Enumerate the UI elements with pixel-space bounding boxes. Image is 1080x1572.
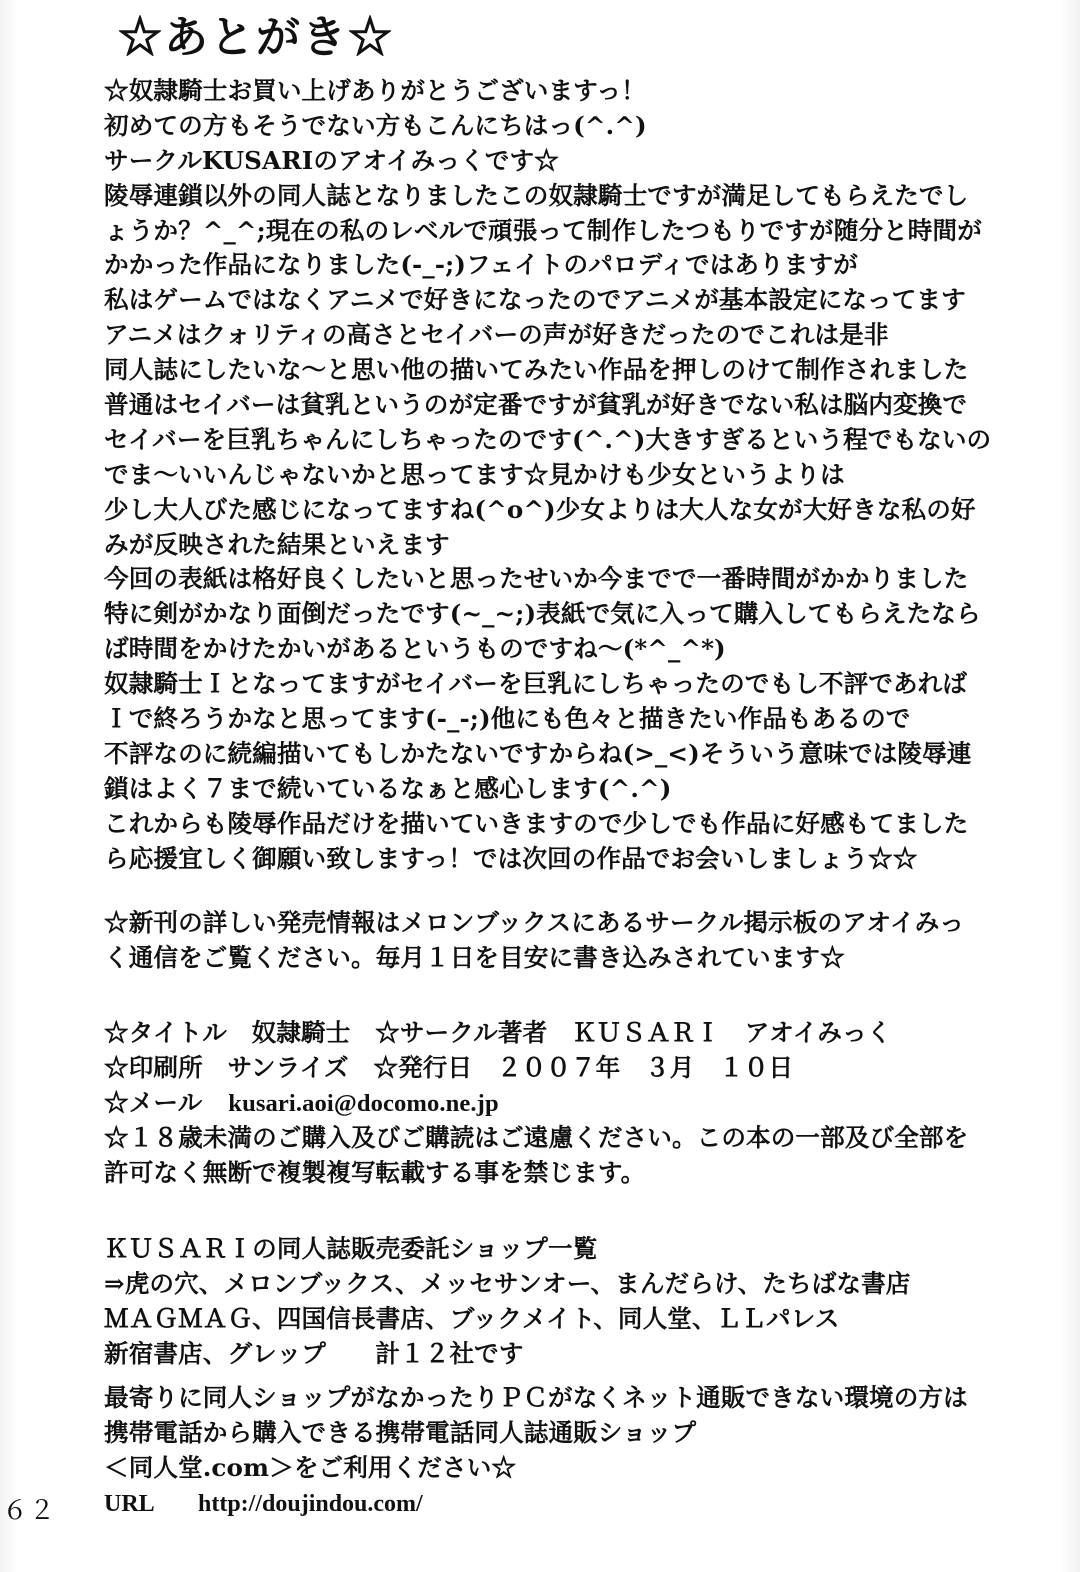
- mail-address: kusari.aoi@docomo.ne.jp: [228, 1090, 499, 1117]
- shop-list-line: 新宿書店、グレップ 計１２社です: [104, 1339, 524, 1368]
- text-line: 不評なのに続編描いてもしかたないですからね(>_<)そういう意味では陵辱連: [104, 738, 972, 768]
- age-notice-line: ☆１８歳未満のご購入及びご購読はご遠慮ください。この本の一部及び全部を: [104, 1123, 969, 1152]
- colophon: [104, 1015, 1034, 1190]
- url-link[interactable]: http://doujindou.com/: [198, 1490, 423, 1517]
- url-line: [104, 1486, 1034, 1522]
- mobile-shop-info: [104, 1381, 1034, 1522]
- colophon-print-line: ☆印刷所 サンライズ ☆発行日 ２００７年 ３月 １０日: [104, 1053, 794, 1082]
- text-line: セイバーを巨乳ちゃんにしちゃったのです(^.^)大きすぎるという程でもないの: [104, 424, 992, 454]
- text-line: 今回の表紙は格好良くしたいと思ったせいか今までで一番時間がかかりました: [104, 564, 969, 594]
- text-line: でま～いいんじゃないかと思ってます☆見かけも少女というよりは: [104, 459, 845, 489]
- url-label: URL: [104, 1490, 155, 1517]
- text-line: サークルKUSARIのアオイみっくです☆: [104, 145, 559, 175]
- shop-list-heading: ＫＵＳＡＲＩの同人誌販売委託ショップ一覧: [104, 1234, 598, 1263]
- colophon-title-line: ☆タイトル 奴隷騎士 ☆サークル著者 ＫＵＳＡＲＩ アオイみっく: [104, 1018, 892, 1047]
- text-line: く通信をご覧ください。毎月１日を目安に書き込みされています☆: [104, 942, 845, 972]
- text-line: ☆新刊の詳しい発売情報はメロンブックスにあるサークル掲示板のアオイみっ: [104, 908, 965, 937]
- text-line: 特に剣がかなり面倒だったです(~_~;)表紙で気に入って購入してもらえたなら: [104, 599, 981, 629]
- page-number: ６２: [2, 1496, 57, 1525]
- text-line: 普通はセイバーは貧乳というのが定番ですが貧乳が好きでない私は脳内変換で: [104, 390, 968, 420]
- text-line: アニメはクォリティの高さとセイバーの声が好きだったのでこれは是非: [104, 320, 889, 350]
- text-line: 少し大人びた感じになってますね(^o^)少女よりは大人な女が大好きな私の好: [104, 494, 976, 524]
- news-notice: [104, 906, 1034, 976]
- text-line: ＜同人堂.com＞をご利用ください☆: [104, 1452, 517, 1482]
- text-line: 同人誌にしたいな～と思い他の描いてみたい作品を押しのけて制作されました: [104, 355, 969, 385]
- text-line: 奴隷騎士Ｉとなってますがセイバーを巨乳にしちゃったのでもし不評であれば: [104, 669, 968, 699]
- copyright-notice-line: 許可なく無断で複製複写転載する事を禁じます。: [104, 1158, 646, 1187]
- text-line: これからも陵辱作品だけを描いていきますので少しでも作品に好感もてました: [104, 808, 969, 838]
- text-line: ら応援宜しく御願い致しますっ！では次回の作品でお会いしましょう☆☆: [104, 843, 918, 873]
- text-line: 陵辱連鎖以外の同人誌となりましたこの奴隷騎士ですが満足してもらえたでし: [104, 180, 969, 210]
- colophon-mail-line: [104, 1085, 1034, 1120]
- shop-list: [104, 1231, 1034, 1371]
- text-line: 最寄りに同人ショップがなかったりＰＣがなくネット通販できない環境の方は: [104, 1383, 968, 1412]
- text-line: ば時間をかけたかいがあるというものですね～(*^_^*): [104, 634, 726, 664]
- shop-list-line: ＭＡＧＭＡＧ、四国信長書店、ブックメイト、同人堂、ＬＬパレス: [104, 1304, 840, 1333]
- text-line: みが反映された結果といえます: [104, 529, 450, 559]
- mail-label: ☆メール: [104, 1088, 203, 1117]
- afterword-text: [104, 74, 1034, 876]
- text-line: かかった作品になりました(-_-;)フェイトのパロディではありますが: [104, 250, 858, 280]
- text-line: Ｉで終ろうかなと思ってます(-_-;)他にも色々と描きたい作品もあるので: [104, 704, 911, 734]
- text-line: 私はゲームではなくアニメで好きになったのでアニメが基本設定になってます: [104, 285, 966, 315]
- shop-list-line: ⇒虎の穴、メロンブックス、メッセサンオー、まんだらけ、たちばな書店: [104, 1269, 911, 1298]
- text-line: ☆奴隷騎士お買い上げありがとうございますっ！: [104, 76, 646, 105]
- text-line: 鎖はよく７まで続いているなぁと感心します(^.^): [104, 773, 672, 803]
- text-line: 携帯電話から購入できる携帯電話同人誌通販ショップ: [104, 1417, 697, 1447]
- text-line: ょうか？^_^;現在の私のレベルで頑張って制作したつもりですが随分と時間が: [104, 215, 982, 245]
- page-title: ☆あとがき☆: [118, 12, 394, 63]
- text-line: 初めての方もそうでない方もこんにちはっ(^.^): [104, 110, 647, 140]
